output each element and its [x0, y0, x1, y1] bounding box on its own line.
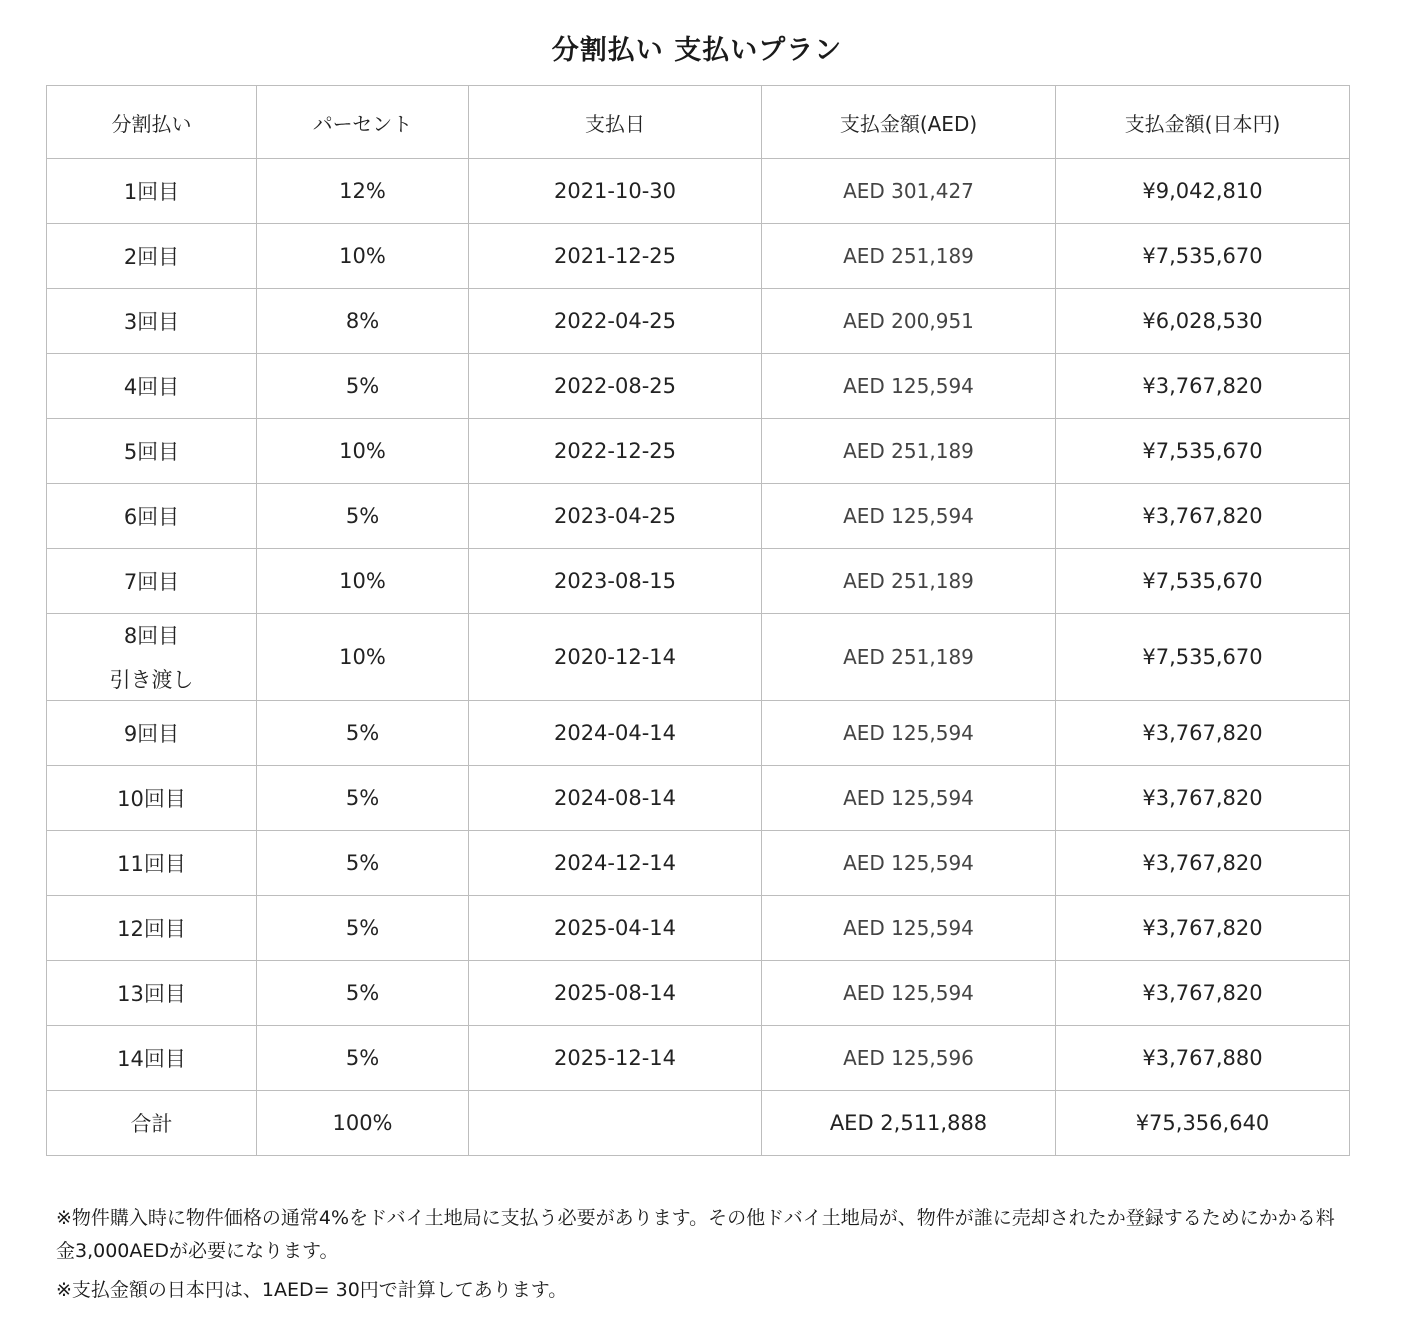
- amount-jpy-cell: ¥3,767,820: [1056, 831, 1350, 896]
- header-percent: パーセント: [257, 86, 469, 159]
- header-amount-aed: 支払金額(AED): [762, 86, 1056, 159]
- percent-cell: 5%: [257, 766, 469, 831]
- percent-cell: 5%: [257, 484, 469, 549]
- payment-date-cell: 2020-12-14: [469, 614, 762, 701]
- amount-jpy-cell: ¥3,767,880: [1056, 1026, 1350, 1091]
- table-row: [47, 289, 1350, 354]
- percent-cell: 10%: [257, 224, 469, 289]
- installment-cell: 13回目: [47, 961, 257, 1026]
- percent-cell: 5%: [257, 896, 469, 961]
- footnotes: [56, 1202, 1346, 1313]
- installment-cell: 7回目: [47, 549, 257, 614]
- amount-aed-cell: AED 125,596: [762, 1026, 1056, 1091]
- amount-jpy-cell: ¥7,535,670: [1056, 614, 1350, 701]
- installment-cell: 9回目: [47, 701, 257, 766]
- total-amount-aed: AED 2,511,888: [762, 1091, 1056, 1156]
- percent-cell: 5%: [257, 701, 469, 766]
- percent-cell: 5%: [257, 831, 469, 896]
- installment-handover-note: 引き渡し: [109, 668, 194, 692]
- amount-jpy-cell: ¥3,767,820: [1056, 766, 1350, 831]
- page-title: 分割払い 支払いプラン: [551, 35, 843, 66]
- amount-aed-cell: AED 125,594: [762, 831, 1056, 896]
- payment-date-cell: 2025-08-14: [469, 961, 762, 1026]
- total-date: [469, 1091, 762, 1156]
- amount-aed-cell: AED 251,189: [762, 549, 1056, 614]
- installment-cell: 11回目: [47, 831, 257, 896]
- payment-date-cell: 2025-04-14: [469, 896, 762, 961]
- amount-aed-cell: AED 301,427: [762, 159, 1056, 224]
- total-percent: 100%: [257, 1091, 469, 1156]
- footnote-land-department-fee: ※物件購入時に物件価格の通常4%をドバイ土地局に支払う必要があります。その他ドバイ土地局が、物件が誰に売却されたか登録するためにかかる料金3,000AEDが必要になります。: [56, 1207, 1335, 1262]
- amount-jpy-cell: ¥3,767,820: [1056, 354, 1350, 419]
- payment-date-cell: 2024-04-14: [469, 701, 762, 766]
- table-row: [47, 224, 1350, 289]
- amount-jpy-cell: ¥3,767,820: [1056, 896, 1350, 961]
- payment-plan-table: [46, 85, 1350, 1156]
- installment-cell: 14回目: [47, 1026, 257, 1091]
- installment-cell: 5回目: [47, 419, 257, 484]
- table-row: [47, 159, 1350, 224]
- percent-cell: 5%: [257, 1026, 469, 1091]
- percent-cell: 5%: [257, 354, 469, 419]
- table-row: [47, 766, 1350, 831]
- payment-date-cell: 2022-04-25: [469, 289, 762, 354]
- percent-cell: 12%: [257, 159, 469, 224]
- payment-date-cell: 2023-04-25: [469, 484, 762, 549]
- table-row: [47, 614, 1350, 701]
- amount-aed-cell: AED 251,189: [762, 419, 1056, 484]
- installment-cell: 1回目: [47, 159, 257, 224]
- amount-aed-cell: AED 125,594: [762, 961, 1056, 1026]
- payment-date-cell: 2025-12-14: [469, 1026, 762, 1091]
- percent-cell: 10%: [257, 419, 469, 484]
- table-row: [47, 1026, 1350, 1091]
- percent-cell: 5%: [257, 961, 469, 1026]
- table-row: [47, 701, 1350, 766]
- payment-date-cell: 2022-08-25: [469, 354, 762, 419]
- amount-aed-cell: AED 251,189: [762, 224, 1056, 289]
- amount-jpy-cell: ¥6,028,530: [1056, 289, 1350, 354]
- payment-date-cell: 2024-12-14: [469, 831, 762, 896]
- amount-aed-cell: AED 125,594: [762, 766, 1056, 831]
- installment-label: 8回目: [123, 624, 180, 648]
- payment-date-cell: 2022-12-25: [469, 419, 762, 484]
- total-row: [47, 1091, 1350, 1156]
- table-row: [47, 549, 1350, 614]
- footnote-exchange-rate: ※支払金額の日本円は、1AED= 30円で計算してあります。: [56, 1279, 568, 1301]
- table-row: [47, 484, 1350, 549]
- installment-cell: 12回目: [47, 896, 257, 961]
- percent-cell: 10%: [257, 549, 469, 614]
- installment-cell: 3回目: [47, 289, 257, 354]
- amount-aed-cell: AED 125,594: [762, 701, 1056, 766]
- payment-date-cell: 2023-08-15: [469, 549, 762, 614]
- amount-jpy-cell: ¥3,767,820: [1056, 484, 1350, 549]
- amount-jpy-cell: ¥7,535,670: [1056, 549, 1350, 614]
- amount-jpy-cell: ¥7,535,670: [1056, 224, 1350, 289]
- amount-aed-cell: AED 125,594: [762, 484, 1056, 549]
- payment-date-cell: 2021-10-30: [469, 159, 762, 224]
- amount-jpy-cell: ¥9,042,810: [1056, 159, 1350, 224]
- installment-cell: 2回目: [47, 224, 257, 289]
- payment-date-cell: 2024-08-14: [469, 766, 762, 831]
- amount-aed-cell: AED 125,594: [762, 896, 1056, 961]
- installment-cell: 10回目: [47, 766, 257, 831]
- table-row: [47, 354, 1350, 419]
- header-payment-date: 支払日: [469, 86, 762, 159]
- payment-date-cell: 2021-12-25: [469, 224, 762, 289]
- installment-cell: [47, 614, 257, 701]
- amount-aed-cell: AED 200,951: [762, 289, 1056, 354]
- amount-jpy-cell: ¥3,767,820: [1056, 701, 1350, 766]
- amount-jpy-cell: ¥7,535,670: [1056, 419, 1350, 484]
- total-label: 合計: [47, 1091, 257, 1156]
- amount-aed-cell: AED 125,594: [762, 354, 1056, 419]
- percent-cell: 10%: [257, 614, 469, 701]
- header-installment: 分割払い: [47, 86, 257, 159]
- header-amount-jpy: 支払金額(日本円): [1056, 86, 1350, 159]
- amount-aed-cell: AED 251,189: [762, 614, 1056, 701]
- table-row: [47, 419, 1350, 484]
- installment-cell: 4回目: [47, 354, 257, 419]
- installment-cell: 6回目: [47, 484, 257, 549]
- table-header-row: [47, 86, 1350, 159]
- amount-jpy-cell: ¥3,767,820: [1056, 961, 1350, 1026]
- table-row: [47, 961, 1350, 1026]
- table-row: [47, 896, 1350, 961]
- total-amount-jpy: ¥75,356,640: [1056, 1091, 1350, 1156]
- table-row: [47, 831, 1350, 896]
- percent-cell: 8%: [257, 289, 469, 354]
